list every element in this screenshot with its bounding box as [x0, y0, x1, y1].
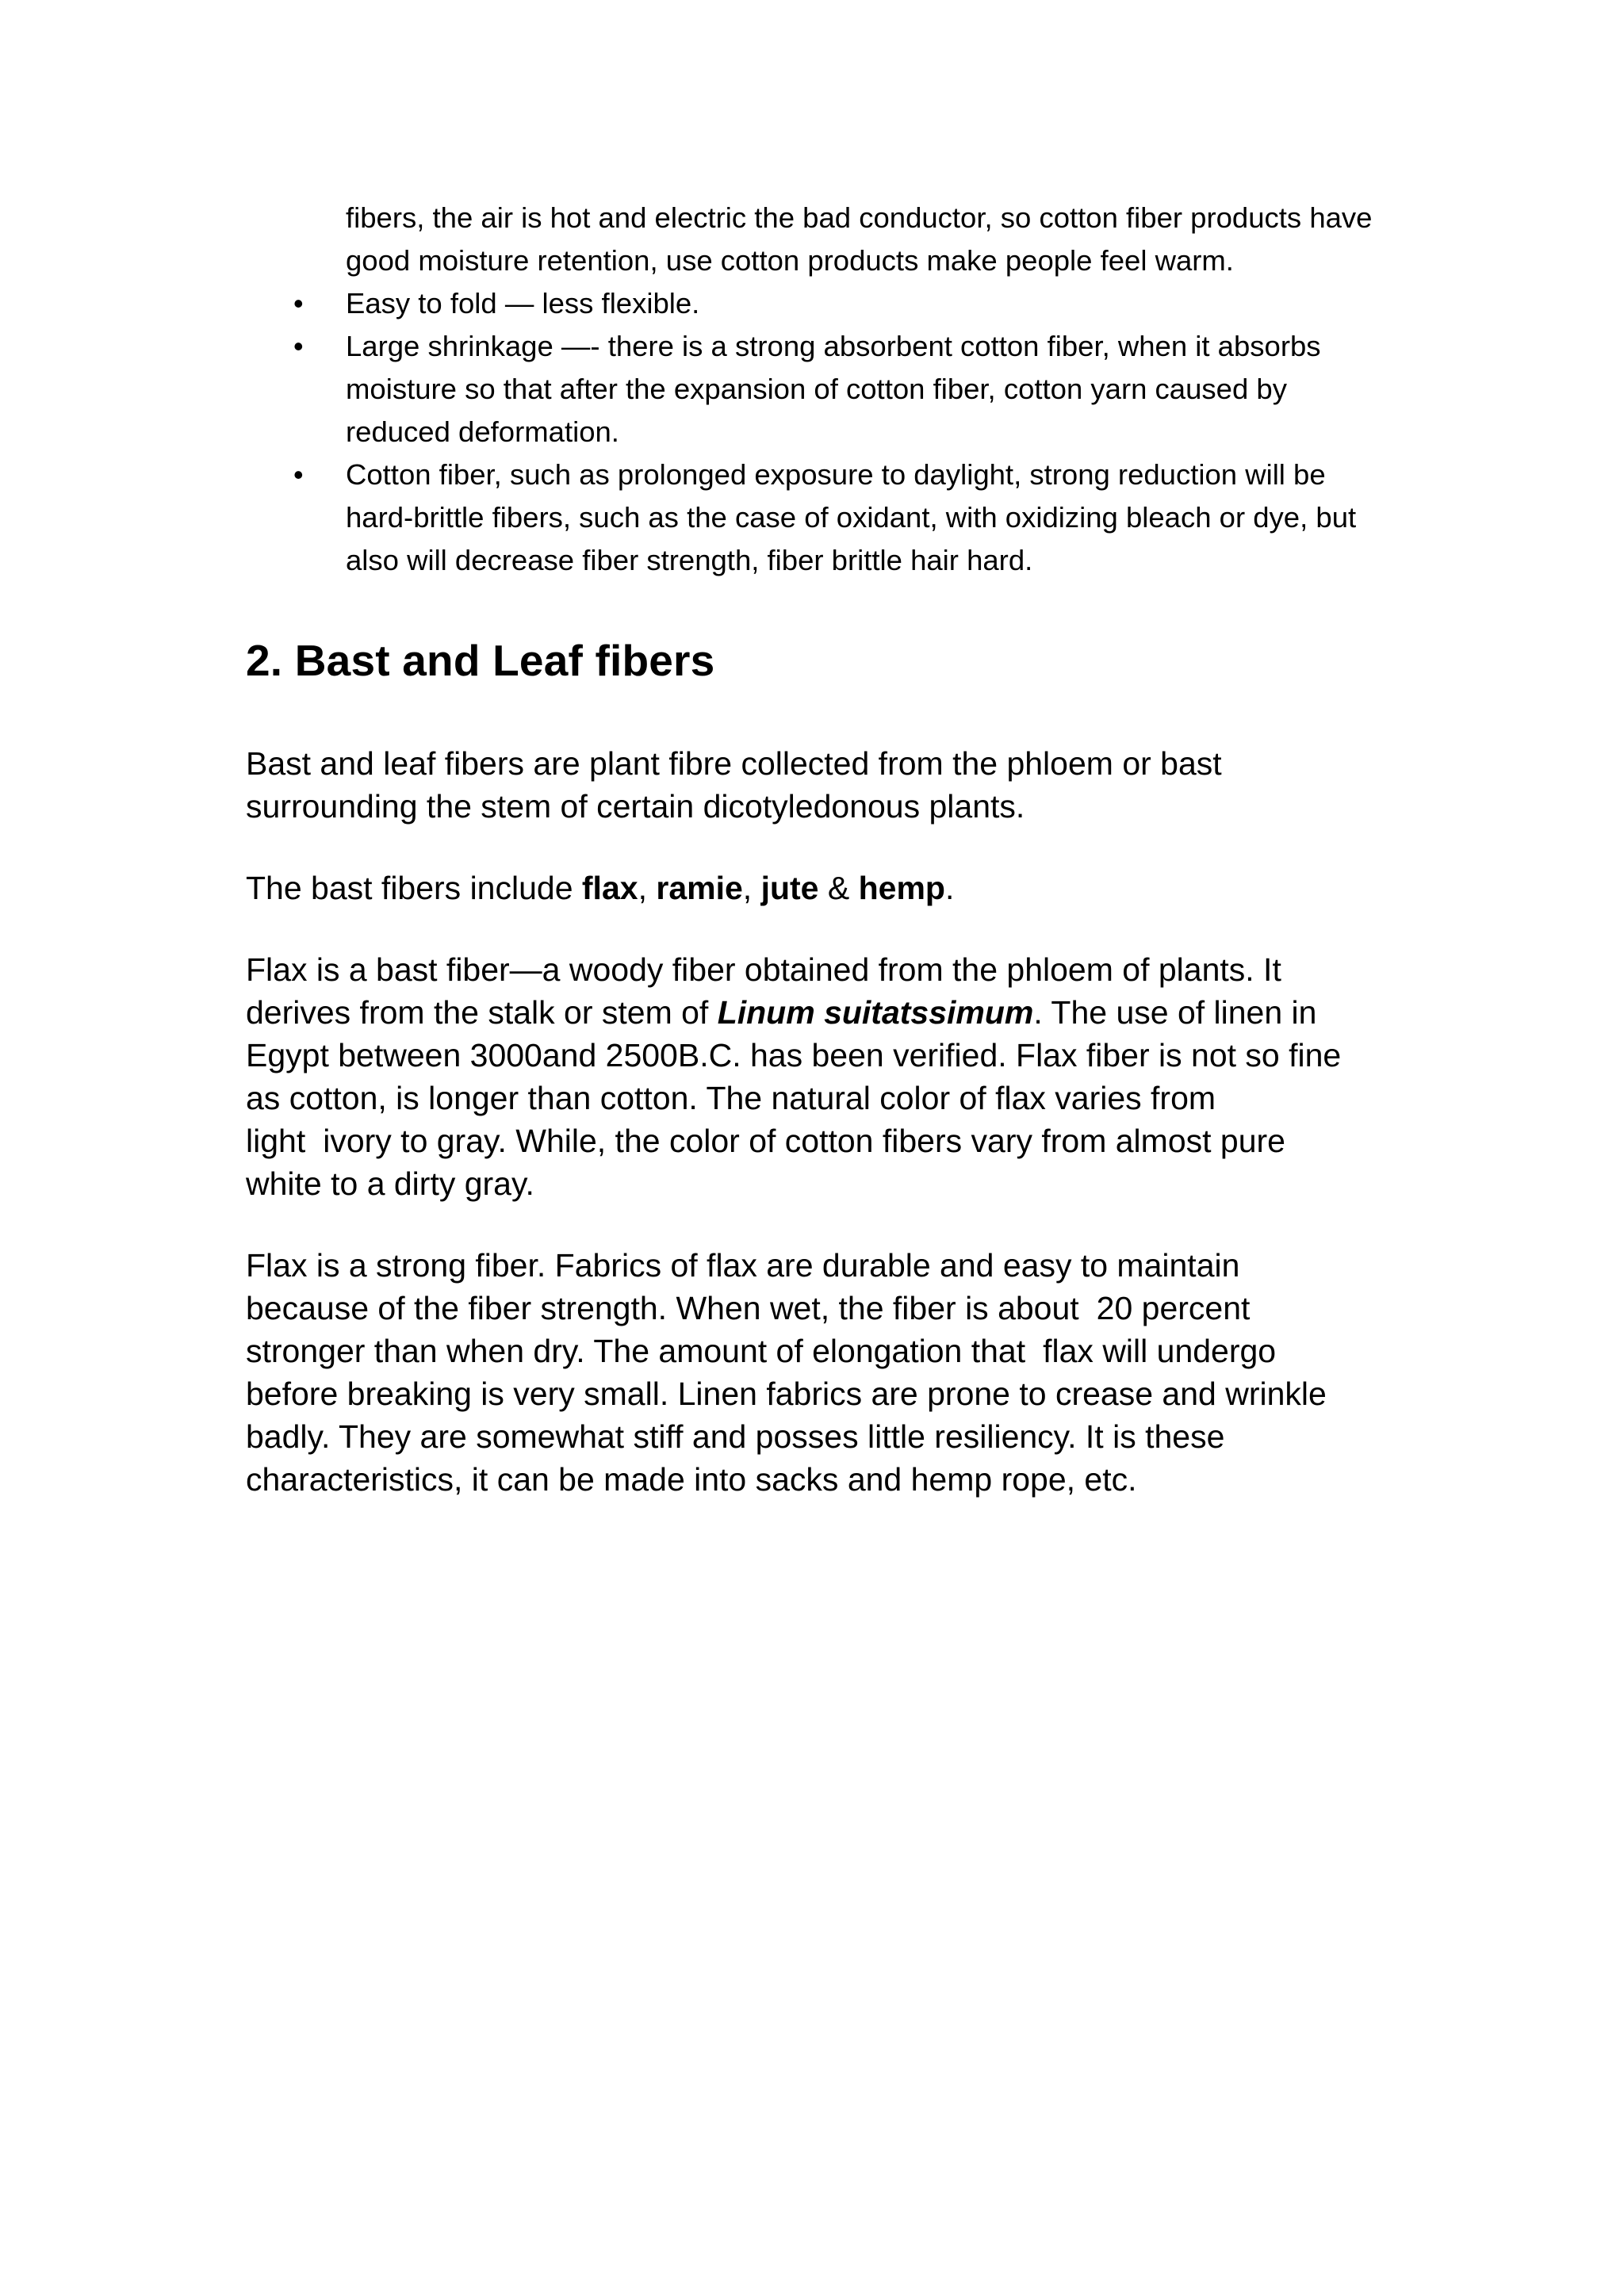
list-item-line: also will decrease fiber strength, fiber brittle hair hard.: [346, 544, 1033, 576]
list-item-line: Easy to fold — less flexible.: [346, 287, 700, 320]
paragraph-flax-description: [246, 948, 1388, 1205]
term-flax: flax: [581, 870, 638, 906]
text-line: Flax is a bast fiber—a woody fiber obtained from the phloem of plants. It: [246, 951, 1281, 988]
text-line: Egypt between 3000and 2500B.C. has been verified. Flax fiber is not so fine: [246, 1037, 1342, 1073]
text-run: derives from the stalk or stem of: [246, 994, 718, 1031]
list-item-line: reduced deformation.: [346, 415, 619, 448]
text-run: flax will undergo: [1043, 1333, 1277, 1369]
text-run: ,: [638, 870, 657, 906]
text-run: . The use of linen in: [1033, 994, 1317, 1031]
text-run: stronger than when dry. The amount of elongation that: [246, 1333, 1026, 1369]
text-run: because of the fiber strength. When wet, the fiber is about: [246, 1290, 1079, 1326]
section-heading: 2. Bast and Leaf fibers: [246, 636, 715, 685]
term-hemp: hemp: [858, 870, 945, 906]
text-run: The bast fibers include: [246, 870, 582, 906]
text-line: Bast and leaf fibers are plant fibre collected from the phloem or bast: [246, 745, 1222, 782]
text-run: &: [818, 870, 859, 906]
list-item-line: Large shrinkage —- there is a strong absorbent cotton fiber, when it absorbs: [346, 330, 1321, 362]
list-item-line: hard-brittle fibers, such as the case of oxidant, with oxidizing bleach or dye, but: [346, 501, 1357, 534]
list-item-line: good moisture retention, use cotton products make people feel warm.: [346, 244, 1234, 277]
species-name: Linum suitatssimum: [717, 994, 1034, 1031]
text-line: characteristics, it can be made into sacks and hemp rope, etc.: [246, 1461, 1137, 1498]
text-run: 20 percent: [1096, 1290, 1251, 1326]
bullet-list: [293, 197, 1388, 582]
paragraph-flax-strength: [246, 1244, 1388, 1501]
list-item-line: moisture so that after the expansion of cotton fiber, cotton yarn caused by: [346, 373, 1287, 405]
text-run: ivory to gray. While, the color of cotton fibers vary from almost pure: [323, 1123, 1285, 1159]
term-ramie: ramie: [656, 870, 743, 906]
list-item: [293, 282, 1388, 325]
text-run: .: [944, 870, 955, 906]
text-run: light: [246, 1123, 306, 1159]
text-line: white to a dirty gray.: [246, 1165, 534, 1202]
list-item-continuation: [293, 197, 1388, 282]
list-item-line: fibers, the air is hot and electric the bad conductor, so cotton fiber products have: [346, 201, 1373, 234]
bullet-marker: •: [293, 330, 304, 362]
paragraph-intro: [246, 742, 1388, 828]
bullet-marker: •: [293, 287, 304, 320]
term-jute: jute: [760, 870, 819, 906]
list-item: [293, 453, 1388, 582]
text-line: before breaking is very small. Linen fabrics are prone to crease and wrinkle: [246, 1376, 1327, 1412]
text-line: badly. They are somewhat stiff and posses little resiliency. It is these: [246, 1418, 1225, 1455]
text-run: ,: [742, 870, 761, 906]
text-line: surrounding the stem of certain dicotyledonous plants.: [246, 788, 1025, 825]
text-line: as cotton, is longer than cotton. The natural color of flax varies from: [246, 1080, 1216, 1116]
paragraph-bast-fibers-list: [246, 867, 1388, 909]
bullet-marker: •: [293, 458, 304, 491]
text-line: Flax is a strong fiber. Fabrics of flax are durable and easy to maintain: [246, 1247, 1240, 1284]
list-item: [293, 325, 1388, 453]
list-item-line: Cotton fiber, such as prolonged exposure to daylight, strong reduction will be: [346, 458, 1326, 491]
section-body: [246, 742, 1388, 1540]
